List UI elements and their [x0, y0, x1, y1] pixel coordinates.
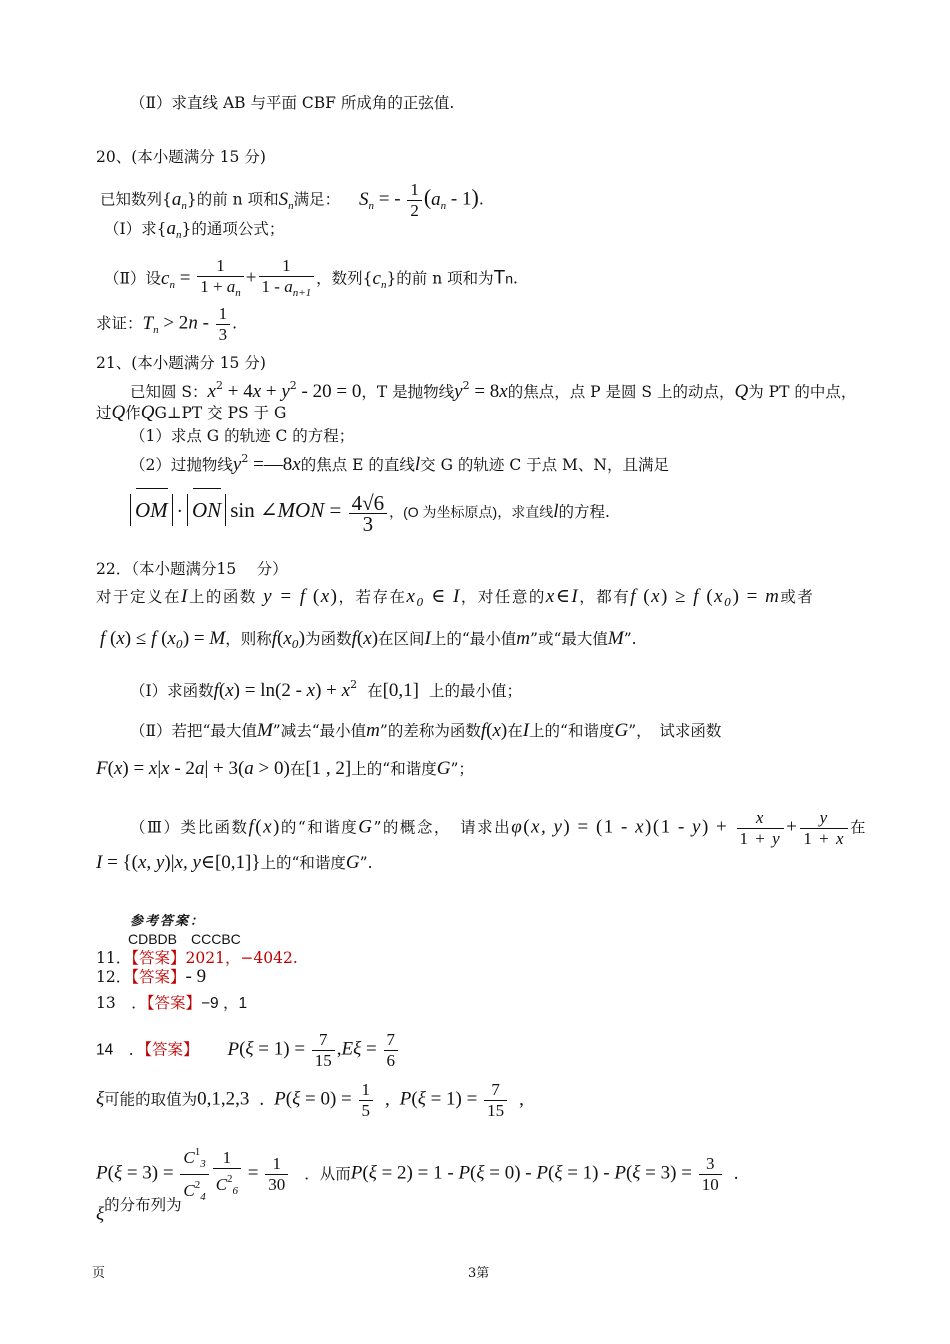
q22-part3: （Ⅲ）类比函数f(x)的“和谐度G”的概念， 请求出φ(x, y) = (1 - x)(1 - y) + $\frac{x}{1 + y}$ + $\frac{y}{1 + x}$ 在: [130, 808, 868, 848]
q22-part2: （Ⅱ）若把“最大值M”减去“最小值m”的差称为函数f(x)在I上的“和谐度G”， 试求函数: [130, 720, 722, 741]
q19-part2: （Ⅱ）求直线 AB 与平面 CBF 所成角的正弦值.: [130, 94, 455, 112]
q22-part3b: I = {(x, y)|x, y∈[0,1]}上的“和谐度G”.: [96, 852, 373, 873]
answer-14-values: ξ可能的取值为0,1,2,3 . P(ξ = 0) = $\frac{1}{5}$ , P(ξ = 1) = $\frac{7}{15}$ ,: [96, 1080, 524, 1120]
q22-def1: 对于定义在I上的函数 y = f (x)，若存在$x_0$ ∈ I，对任意的x∈I，都有f (x) ≥ f $(x_0) = m$或者: [96, 586, 815, 609]
q20-stem: 已知数列$\{a_n\}$的前 n 项和$S_n$满足： $S_n$ = - $\frac{1}{2}$ $(a_n - 1)$.: [100, 180, 484, 220]
q21-part2: （2）过抛物线$y^2$ =—8x的焦点 E 的直线l交 G 的轨迹 C 于点 M、N，且满足: [130, 452, 669, 475]
answer-14-dist: ξ的分布列为: [96, 1196, 182, 1225]
q22-part1: （Ⅰ）求函数$f(x) = \ln(2 - x) + x^2$ 在[0,1] 上的最小值；: [130, 678, 523, 701]
footer-page-number: 3第: [468, 1266, 490, 1281]
q20-title: 20、(本小题满分 15 分): [96, 148, 266, 166]
answers-mc: CDBDB CCCBC: [128, 931, 241, 947]
q21-line2: 过Q作QG⊥PT 交 PS 于 G: [96, 402, 287, 423]
q21-part1: （1）求点 G 的轨迹 C 的方程；: [130, 427, 355, 445]
footer-left: 页: [92, 1266, 106, 1281]
q20-part2: （Ⅱ）设$c_n$ = $\frac{1}{1 + a_n}$ + $\frac{1}{1 - a_{n+1}}$ ，数列$\{c_n\}$的前 n 项和为Tn.: [104, 256, 518, 299]
answers-heading: 参考答案：: [130, 914, 206, 929]
q21-title: 21、(本小题满分 15 分): [96, 354, 266, 372]
answer-11: 11．【答案】2021，−4042.: [96, 949, 298, 967]
q20-part1: （Ⅰ）求$\{a_n\}$的通项公式；: [104, 218, 285, 241]
answer-14: 14 ．【答案】 P(ξ = 1) = $\frac{7}{15}$ ,Eξ = $\frac{7}{6}$: [96, 1030, 400, 1071]
answer-13: 13 ．【答案】−9 ，1: [96, 994, 248, 1012]
q21-condition: OM · ON sin ∠MON = $\frac{4√6}{3}$ ，(O 为坐标原点)，求直线l的方程.: [130, 490, 610, 534]
q22-title: 22．（本小题满分15 分）: [96, 560, 288, 578]
answer-12: 12．【答案】- 9: [96, 966, 207, 987]
q20-prove: 求证：$T_n > 2n$ - $\frac{1}{3}$ .: [96, 304, 238, 344]
answer-14-p3: P(ξ = 3) = $\frac{C^1_3}{C^2_4}$ $\frac{1}{C^2_6}$ = $\frac{1}{30}$ ．从而P(ξ = 2) = 1 - P(ξ = 0) - P(ξ = 1) - P(ξ = 3) = $\frac{3}{10}$ .: [96, 1142, 738, 1207]
q22-part2b: F(x) = x|x - 2a| + 3(a > 0)在[1 , 2]上的“和谐度G”；: [96, 758, 474, 779]
q22-def2: f (x) ≤ f $(x_0) = M$，则称$f(x_0)$为函数f(x)在区间I上的“最小值m”或“最大值M”.: [100, 628, 637, 651]
q21-stem: 已知圆 S：$x^2 + 4x + y^2 - 20 = 0$，T 是抛物线$y^2 = 8x$的焦点，点 P 是圆 S 上的动点，Q为 PT 的中点，: [130, 379, 857, 402]
